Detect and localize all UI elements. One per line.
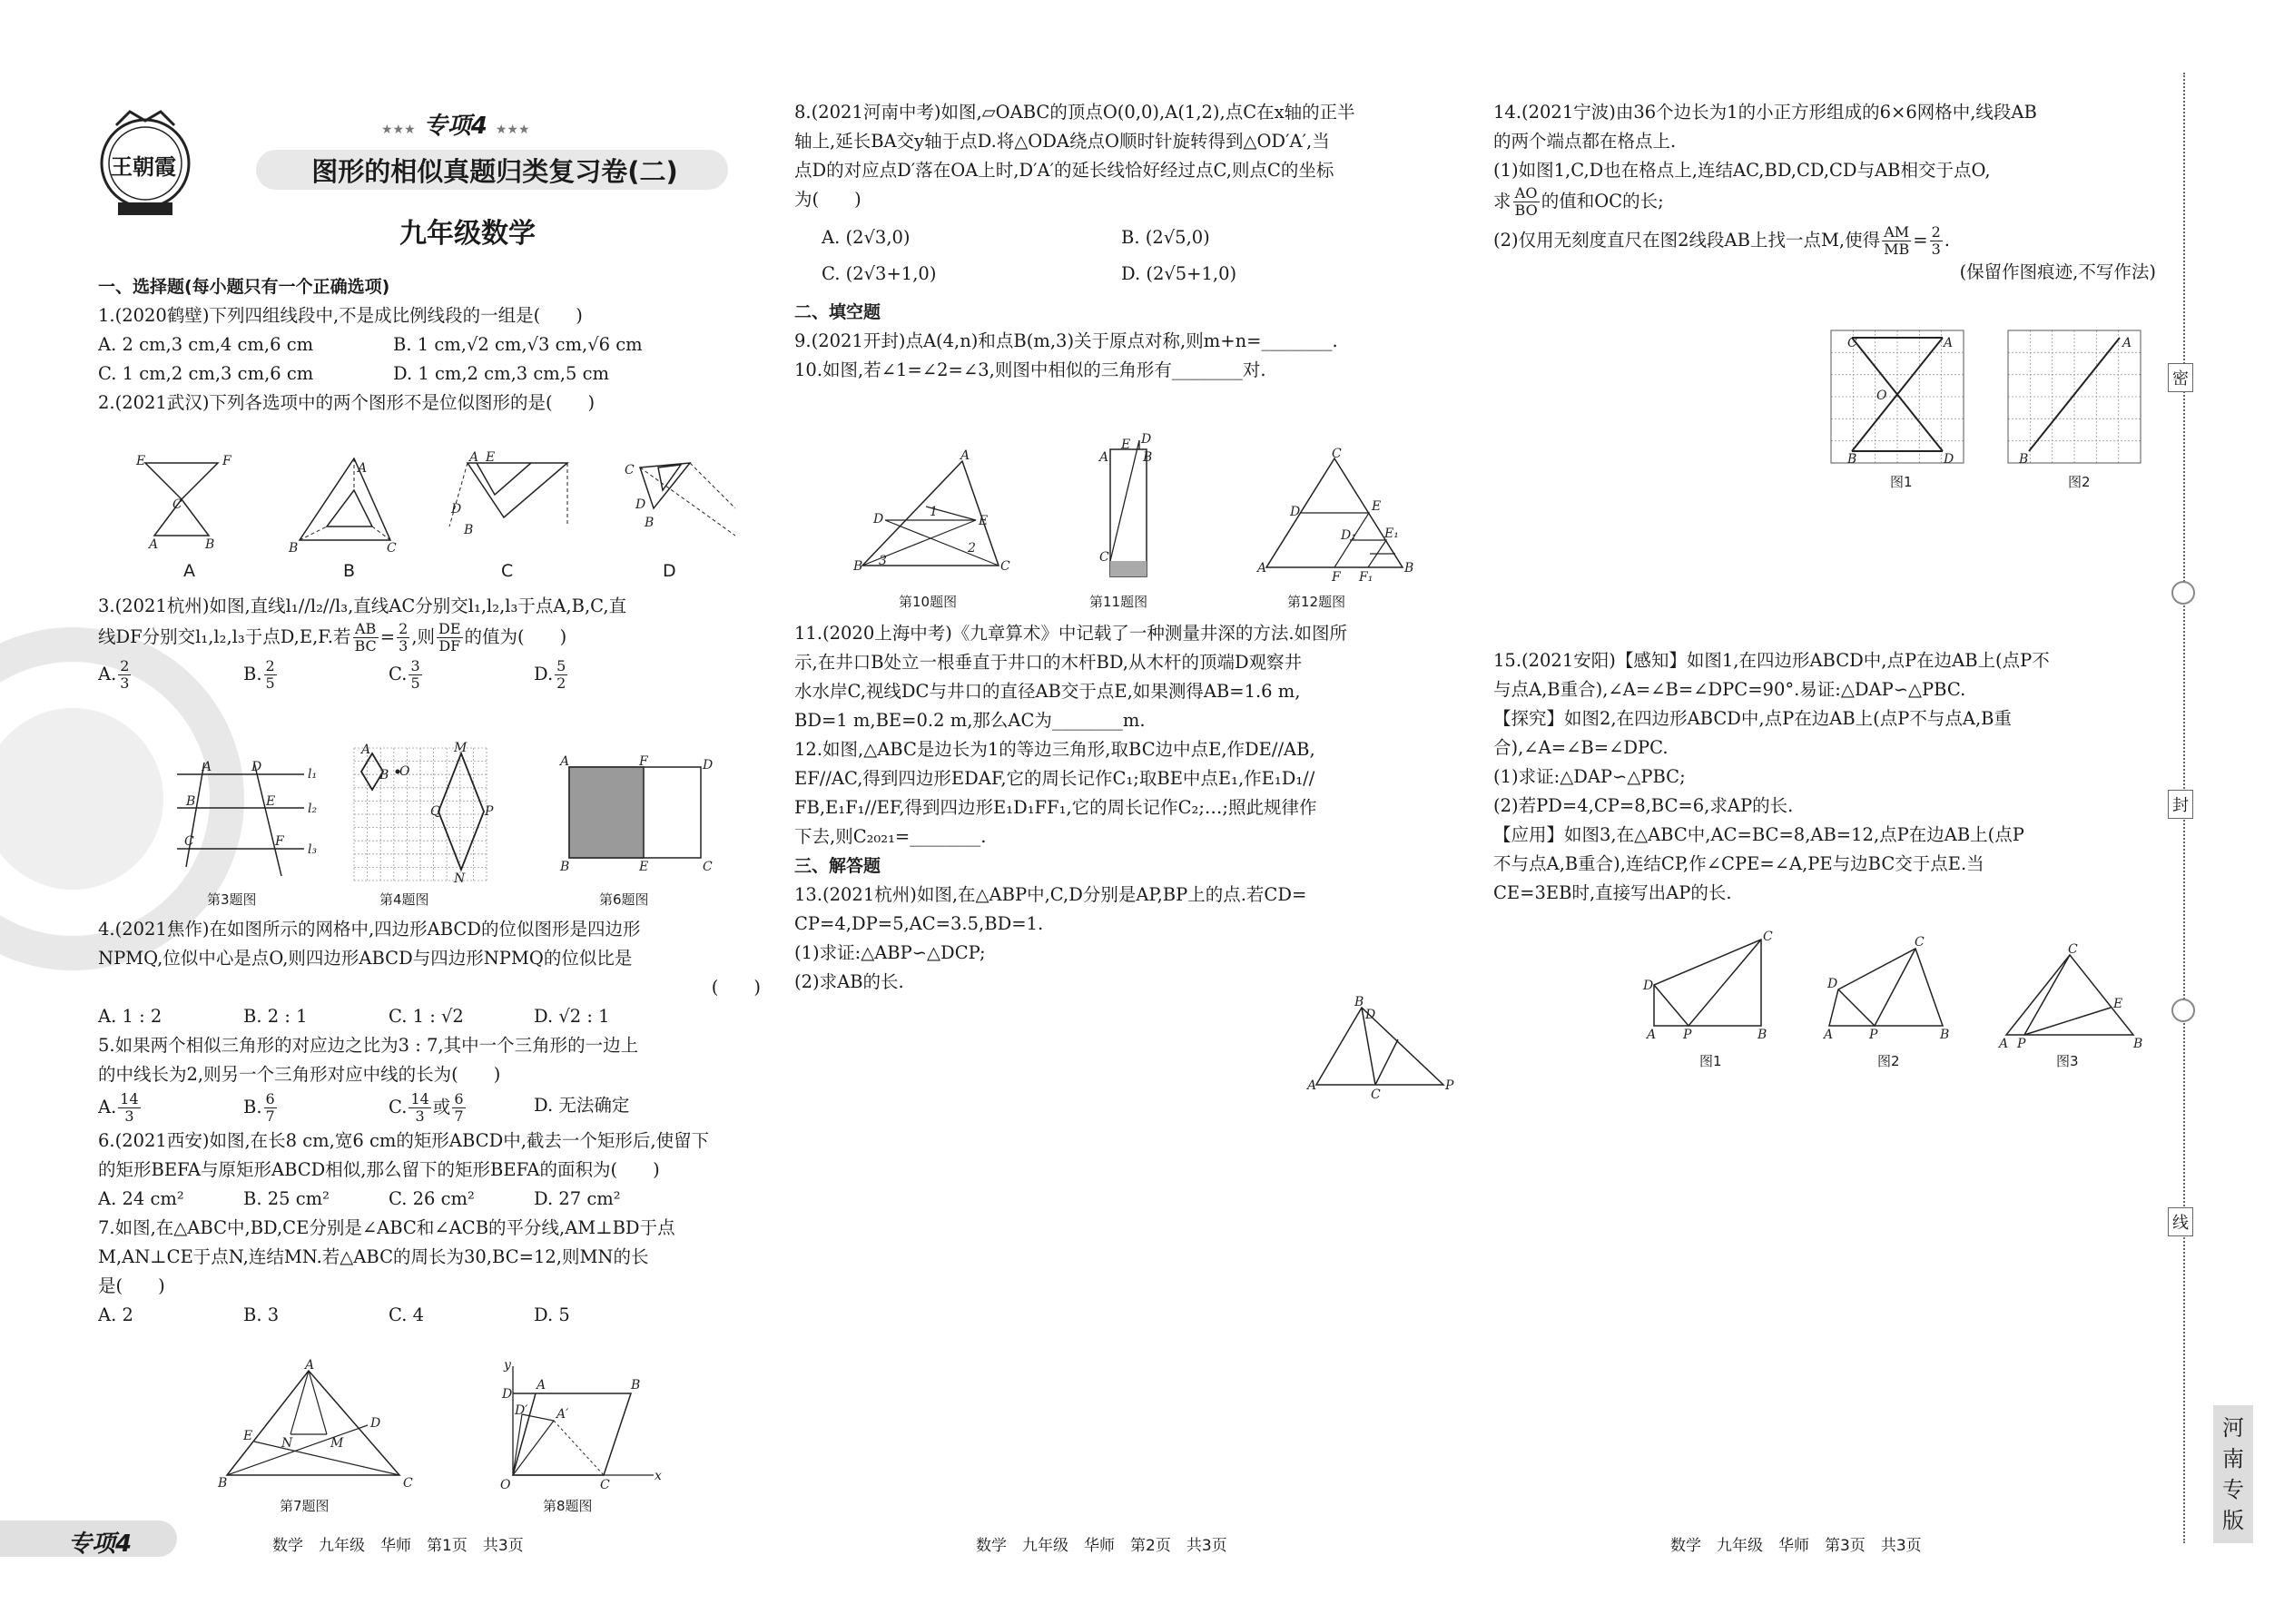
q7-option-d[interactable]: D. 5 [534, 1304, 570, 1325]
svg-text:D′: D′ [515, 1403, 528, 1418]
fig10-diagram [853, 448, 1010, 579]
svg-text:B: B [186, 794, 196, 809]
svg-text:A: A [1999, 1037, 2009, 1051]
fig12-diagram [1257, 447, 1414, 585]
q12-text-d: 下去,则C₂₀₂₁=________. [794, 826, 987, 847]
svg-text:B: B [379, 768, 389, 782]
svg-text:O: O [399, 764, 410, 779]
stars-left: ★★★ [381, 123, 416, 137]
q5-option-c[interactable]: C. $\frac{14}{3}$ 或 $\frac{6}{7}$ [389, 1090, 464, 1125]
fig10-caption: 第10题图 [899, 594, 958, 610]
q2-option-b[interactable]: B [343, 561, 356, 581]
q5-text-b: 的中线长为2,则另一个三角形对应中线的长为( ) [98, 1064, 501, 1085]
footer-page-3: 数学 九年级 华师 第3页 共3页 [1670, 1537, 1922, 1555]
binding-hole-1 [2171, 581, 2195, 605]
q8-option-c[interactable]: C. (2√3+1,0) [822, 263, 937, 284]
svg-text:l₃: l₃ [308, 842, 318, 857]
svg-text:A: A [1647, 1028, 1657, 1042]
section-2-heading: 二、填空题 [794, 302, 881, 322]
svg-text:E: E [979, 514, 989, 528]
svg-text:C: C [703, 860, 713, 874]
q3-text-a: 3.(2021杭州)如图,直线l₁//l₂//l₃,直线AC分别交l₁,l₂,l₃于点A,B,C,直 [98, 595, 627, 616]
q11-text-d: BD=1 m,BE=0.2 m,那么AC为________m. [794, 710, 1146, 731]
q10-text: 10.如图,若∠1=∠2=∠3,则图中相似的三角形有________对. [794, 359, 1266, 380]
svg-text:D: D [635, 497, 646, 512]
svg-text:F: F [222, 454, 231, 468]
q13-part1: (1)求证:△ABP∽△DCP; [794, 942, 986, 963]
svg-text:D: D [1827, 977, 1838, 991]
q15-text-f: (2)若PD=4,CP=8,BC=6,求AP的长. [1493, 795, 1794, 816]
svg-text:P: P [1445, 1078, 1454, 1093]
q2-figure-c [449, 450, 576, 545]
svg-text:E: E [266, 794, 276, 809]
svg-text:F: F [1332, 570, 1341, 585]
stars-right: ★★★ [495, 123, 530, 137]
svg-text:A: A [305, 1358, 315, 1373]
svg-text:E: E [243, 1429, 253, 1443]
svg-text:A: A [202, 760, 212, 774]
q14-fig2-grid [2006, 329, 2142, 465]
svg-text:E: E [1372, 499, 1382, 514]
q6-option-d[interactable]: D. 27 cm² [534, 1188, 621, 1209]
fig12-caption: 第12题图 [1287, 594, 1346, 610]
q15-text-g: 【应用】如图3,在△ABC中,AC=BC=8,AB=12,点P在边AB上(点P [1493, 824, 2024, 845]
svg-text:2: 2 [968, 541, 976, 556]
q14-text-b: 的两个端点都在格点上. [1493, 131, 1677, 152]
svg-text:E: E [136, 454, 146, 468]
q3-option-a[interactable]: A. $\frac{2}{3}$ [98, 657, 130, 692]
q5-option-a[interactable]: A. $\frac{14}{3}$ [98, 1090, 139, 1125]
binding-hole-2 [2171, 999, 2195, 1022]
q7-text-b: M,AN⊥CE于点N,连结MN.若△ABC的周长为30,BC=12,则MN的长 [98, 1246, 649, 1267]
q2-text: 2.(2021武汉)下列各选项中的两个图形不是位似图形的是( ) [98, 392, 596, 413]
svg-text:C: C [625, 463, 635, 477]
q1-option-b[interactable]: B. 1 cm,√2 cm,√3 cm,√6 cm [393, 334, 643, 355]
q14-fig2-caption: 图2 [2068, 474, 2091, 490]
q1-option-d[interactable]: D. 1 cm,2 cm,3 cm,5 cm [393, 363, 609, 384]
q15-text-c: 【探究】如图2,在四边形ABCD中,点P在边AB上(点P不与点A,B重 [1493, 708, 2013, 729]
svg-text:M: M [330, 1436, 344, 1451]
q11-text-a: 11.(2020上海中考)《九章算术》中记载了一种测量井深的方法.如图所 [794, 623, 1348, 644]
q1-options [98, 330, 761, 389]
svg-text:B: B [631, 1378, 641, 1393]
q15-block [1493, 646, 2156, 908]
q15-fig1 [1643, 930, 1779, 1044]
svg-text:C: C [1099, 550, 1109, 565]
svg-text:B: B [1143, 450, 1153, 465]
column-2 [794, 98, 1462, 385]
svg-text:C: C [1332, 447, 1342, 461]
q4-option-c[interactable]: C. 1 : √2 [389, 1006, 464, 1027]
svg-text:C: C [600, 1478, 610, 1492]
svg-text:B: B [645, 516, 655, 530]
q3-option-b[interactable]: B. $\frac{2}{5}$ [243, 657, 275, 692]
svg-text:A: A [560, 754, 570, 769]
q13-text-a: 13.(2021杭州)如图,在△ABP中,C,D分别是AP,BP上的点.若CD= [794, 884, 1307, 905]
q8-option-b[interactable]: B. (2√5,0) [1121, 227, 1210, 248]
q12-text-b: EF//AC,得到四边形EDAF,它的周长记作C₁;取BE中点E₁,作E₁D₁// [794, 768, 1315, 789]
q2-option-a[interactable]: A [183, 561, 195, 581]
q13-text-b: CP=4,DP=5,AC=3.5,BD=1. [794, 913, 1044, 934]
q3-block [98, 592, 761, 692]
svg-text:O: O [1876, 389, 1887, 403]
q7-option-c[interactable]: C. 4 [389, 1304, 425, 1325]
q14-fig1-grid [1829, 329, 1965, 465]
svg-text:A: A [1824, 1028, 1834, 1042]
q15-text-b: 与点A,B重合),∠A=∠B=∠DPC=90°.易证:△DAP∽△PBC. [1493, 679, 1966, 700]
svg-text:P: P [1683, 1028, 1692, 1042]
q4-options [98, 1002, 761, 1031]
q3-options [98, 658, 761, 692]
svg-text:D: D [1365, 1008, 1376, 1022]
q5-option-d[interactable]: D. 无法确定 [534, 1095, 630, 1116]
q15-fig2-caption: 图2 [1877, 1053, 1900, 1069]
q15-fig3 [1997, 944, 2151, 1053]
q2-figure-d [617, 454, 744, 545]
svg-text:D: D [873, 512, 884, 527]
fig8-diagram [495, 1358, 662, 1492]
svg-text:D: D [1944, 452, 1954, 467]
svg-text:B: B [205, 537, 215, 552]
svg-text:C: C [184, 834, 194, 849]
svg-text:A: A [960, 448, 970, 463]
binding-char-2: 封 [2168, 790, 2193, 819]
q7-options [98, 1301, 761, 1330]
q11-block [794, 619, 1462, 997]
column-1 [98, 272, 761, 418]
page-title: 图形的相似真题归类复习卷(二) [311, 156, 678, 187]
fig6-caption: 第6题图 [599, 891, 649, 908]
svg-text:D: D [1141, 432, 1152, 447]
svg-text:D: D [370, 1416, 381, 1431]
svg-text:3: 3 [879, 554, 887, 568]
q6-option-b[interactable]: B. 25 cm² [243, 1188, 330, 1209]
svg-text:B: B [464, 523, 474, 537]
q9-text: 9.(2021开封)点A(4,n)和点B(m,3)关于原点对称,则m+n=________. [794, 330, 1338, 351]
svg-text:E: E [2113, 997, 2123, 1011]
q7-option-b[interactable]: B. 3 [243, 1304, 280, 1325]
svg-text:E: E [486, 450, 496, 465]
q11-text-c: 水水岸C,视线DC与井口的直径AB交于点E,如果测得AB=1.6 m, [794, 681, 1301, 702]
fig7-diagram [218, 1358, 418, 1491]
q8-text-d: 为( ) [794, 189, 861, 210]
fig4-caption: 第4题图 [379, 891, 429, 908]
q2-option-d[interactable]: D [663, 561, 676, 581]
topic-label: 专项4 [423, 113, 487, 140]
q13-diagram [1307, 995, 1462, 1102]
q15-text-d: 合),∠A=∠B=∠DPC. [1493, 737, 1669, 758]
q6-option-a[interactable]: A. 24 cm² [98, 1188, 184, 1209]
q4-block [98, 915, 761, 1330]
q4-option-a[interactable]: A. 1 : 2 [98, 1006, 162, 1027]
q5-option-b[interactable]: B. $\frac{6}{7}$ [243, 1090, 275, 1125]
topic-banner [381, 107, 530, 141]
svg-text:C: C [2068, 942, 2078, 957]
svg-text:F: F [275, 834, 284, 849]
svg-text:B: B [1847, 452, 1857, 467]
q14-text-d: 求 $\frac{AO}{BO}$ 的值和OC的长; [1493, 184, 1664, 219]
q15-fig2 [1820, 935, 1956, 1044]
svg-text:D: D [502, 1387, 513, 1402]
svg-text:D: D [703, 758, 714, 773]
q14-text-f: (保留作图痕迹,不写作法) [1959, 261, 2156, 282]
q6-option-c[interactable]: C. 26 cm² [389, 1188, 475, 1209]
q12-text-c: FB,E₁F₁//EF,得到四边形E₁D₁FF₁,它的周长记作C₂;…;照此规律作 [794, 797, 1317, 818]
svg-text:l₁: l₁ [308, 767, 318, 782]
svg-text:A: A [361, 743, 371, 757]
q15-text-e: (1)求证:△DAP∽△PBC; [1493, 766, 1686, 787]
svg-text:B: B [218, 1476, 228, 1491]
q3-option-c[interactable]: C. $\frac{3}{5}$ [389, 657, 420, 692]
svg-text:C: C [1371, 1088, 1381, 1102]
q15-text-i: CE=3EB时,直接写出AP的长. [1493, 882, 1732, 903]
q14-text-a: 14.(2021宁波)由36个边长为1的小正方形组成的6×6网格中,线段AB [1493, 102, 2037, 123]
svg-text:C: C [1915, 935, 1925, 950]
q5-options [98, 1091, 761, 1125]
fig11-caption: 第11题图 [1089, 594, 1148, 610]
q4-option-b[interactable]: B. 2 : 1 [243, 1006, 308, 1027]
svg-text:A: A [1257, 561, 1267, 576]
q5-text-a: 5.如果两个相似三角形的对应边之比为3 : 7,其中一个三角形的一边上 [98, 1035, 639, 1056]
q4-text-a: 4.(2021焦作)在如图所示的网格中,四边形ABCD的位似图形是四边形 [98, 919, 641, 940]
fig6-diagram [556, 754, 719, 876]
q8-options [794, 220, 1462, 292]
q15-text-a: 15.(2021安阳)【感知】如图1,在四边形ABCD中,点P在边AB上(点P不 [1493, 650, 2050, 671]
svg-text:M: M [454, 741, 468, 755]
section-3-heading: 三、解答题 [794, 856, 881, 876]
svg-text:C: C [1000, 559, 1010, 574]
svg-text:C: C [403, 1476, 413, 1491]
q2-figure-b [281, 454, 399, 554]
svg-text:D: D [251, 760, 262, 774]
svg-text:B: B [1354, 995, 1364, 1009]
logo-text: 王朝霞 [111, 153, 176, 180]
q4-answer-paren: ( ) [711, 977, 761, 998]
svg-text:D: D [1643, 979, 1654, 993]
q12-text-a: 12.如图,△ABC是边长为1的等边三角形,取BC边中点E,作DE//AB, [794, 739, 1315, 760]
svg-text:1: 1 [930, 505, 938, 519]
q6-text-a: 6.(2021西安)如图,在长8 cm,宽6 cm的矩形ABCD中,截去一个矩形后,使留下 [98, 1130, 710, 1151]
svg-text:l₂: l₂ [308, 802, 318, 816]
q2-figure-a [136, 454, 236, 552]
svg-text:A: A [1099, 450, 1109, 465]
svg-text:E₁: E₁ [1384, 527, 1399, 541]
svg-text:D₁: D₁ [1341, 528, 1356, 543]
svg-text:D: D [1290, 505, 1301, 519]
q1-option-a[interactable]: A. 2 cm,3 cm,4 cm,6 cm [98, 334, 314, 355]
logo [98, 107, 193, 225]
q13-part2: (2)求AB的长. [794, 971, 904, 992]
svg-text:A: A [149, 537, 159, 552]
binding-char-3: 线 [2168, 1207, 2193, 1236]
q6-text-b: 的矩形BEFA与原矩形ABCD相似,那么留下的矩形BEFA的面积为( ) [98, 1159, 660, 1180]
fig3-diagram [168, 758, 331, 885]
q8-option-d[interactable]: D. (2√5+1,0) [1121, 263, 1237, 284]
page-subtitle: 九年级数学 [399, 218, 536, 250]
column-3 [1493, 98, 2156, 287]
svg-text:F₁: F₁ [1359, 570, 1373, 585]
fig7-caption: 第7题图 [280, 1498, 330, 1514]
svg-text:x: x [655, 1469, 662, 1483]
svg-text:E: E [639, 860, 649, 874]
fig4-diagram [352, 741, 494, 886]
svg-text:C: C [172, 497, 182, 512]
region-badge: 河南专版 [2213, 1405, 2253, 1543]
q15-fig1-caption: 图1 [1699, 1053, 1722, 1069]
q14-text-c: (1)如图1,C,D也在格点上,连结AC,BD,CD,CD与AB相交于点O, [1493, 160, 1991, 181]
svg-text:A: A [2122, 336, 2132, 350]
svg-text:B: B [1404, 561, 1414, 576]
fig3-caption: 第3题图 [207, 891, 257, 908]
q3-option-d[interactable]: D. $\frac{5}{2}$ [534, 657, 566, 692]
svg-text:C: C [1847, 336, 1857, 350]
fig11-diagram [1094, 432, 1167, 581]
q8-option-a[interactable]: A. (2√3,0) [822, 227, 911, 248]
q11-text-b: 示,在井口B处立一根垂直于井口的木杆BD,从木杆的顶端D观察井 [794, 652, 1303, 673]
svg-text:Q: Q [430, 804, 441, 819]
svg-text:A: A [537, 1378, 546, 1393]
binding-char-1: 密 [2168, 363, 2193, 392]
q4-option-d[interactable]: D. √2 : 1 [534, 1006, 610, 1027]
svg-text:F: F [639, 754, 648, 769]
svg-text:B: B [853, 559, 863, 574]
svg-text:E: E [1121, 438, 1131, 452]
svg-text:C: C [1763, 930, 1773, 944]
svg-text:y: y [504, 1358, 511, 1373]
q8-text-a: 8.(2021河南中考)如图,▱OABC的顶点O(0,0),A(1,2),点C在x轴的正半 [794, 102, 1355, 123]
q2-option-c[interactable]: C [501, 561, 514, 581]
q8-text-b: 轴上,延长BA交y轴于点D.将△ODA绕点O顺时针旋转得到△OD′A′,当 [794, 131, 1330, 152]
svg-text:B: B [560, 860, 570, 874]
footer-page-2: 数学 九年级 华师 第2页 共3页 [976, 1537, 1227, 1555]
svg-text:P: P [1869, 1028, 1878, 1042]
svg-text:B: B [1757, 1028, 1767, 1042]
svg-text:A: A [358, 461, 368, 476]
footer-page-1: 数学 九年级 华师 第1页 共3页 [272, 1537, 524, 1555]
svg-text:A: A [1944, 336, 1954, 350]
svg-text:A: A [469, 450, 479, 465]
q1-option-c[interactable]: C. 1 cm,2 cm,3 cm,6 cm [98, 363, 314, 384]
q14-fig1-caption: 图1 [1890, 474, 1913, 490]
svg-text:B: B [1940, 1028, 1950, 1042]
q7-text-c: 是( ) [98, 1275, 165, 1296]
svg-text:N: N [281, 1436, 293, 1451]
svg-text:A′: A′ [556, 1407, 569, 1422]
svg-text:P: P [485, 804, 494, 819]
q7-text-a: 7.如图,在△ABC中,BD,CE分别是∠ABC和∠ACB的平分线,AM⊥BD于点 [98, 1217, 675, 1238]
q1-text: 1.(2020鹤壁)下列四组线段中,不是成比例线段的一组是( ) [98, 305, 583, 326]
q8-text-c: 点D的对应点D′落在OA上时,D′A′的延长线恰好经过点C,则点C的坐标 [794, 160, 1334, 181]
svg-text:B: B [2133, 1037, 2143, 1051]
svg-text:A: A [1307, 1078, 1317, 1093]
q6-options [98, 1185, 761, 1214]
q14-text-e: (2)仅用无刻度直尺在图2线段AB上找一点M,使得 $\frac{AM}{MB}$ = $\frac{2}{3}$ . [1493, 223, 1950, 258]
svg-text:D: D [451, 502, 462, 517]
q7-option-a[interactable]: A. 2 [98, 1304, 133, 1325]
q15-text-h: 不与点A,B重合),连结CP,作∠CPE=∠A,PE与边BC交于点E.当 [1493, 853, 1984, 874]
svg-text:O: O [500, 1478, 511, 1492]
svg-text:N: N [454, 871, 466, 886]
svg-text:B: B [2019, 452, 2029, 467]
fig8-caption: 第8题图 [543, 1498, 593, 1514]
footer-topic: 专项4 [68, 1530, 133, 1558]
q15-fig3-caption: 图3 [2056, 1053, 2079, 1069]
q4-text-b: NPMQ,位似中心是点O,则四边形ABCD与四边形NPMQ的位似比是 [98, 948, 633, 969]
svg-text:P: P [2017, 1037, 2026, 1051]
q3-text-b: 线DF分别交l₁,l₂,l₃于点D,E,F.若 $\frac{AB}{BC}$ = $\frac{2}{3}$ ,则 $\frac{DE}{DF}$ 的值为( ) [98, 620, 567, 655]
section-1-heading: 一、选择题(每小题只有一个正确选项) [98, 277, 390, 297]
svg-text:B: B [289, 541, 299, 556]
svg-text:C: C [387, 541, 397, 556]
